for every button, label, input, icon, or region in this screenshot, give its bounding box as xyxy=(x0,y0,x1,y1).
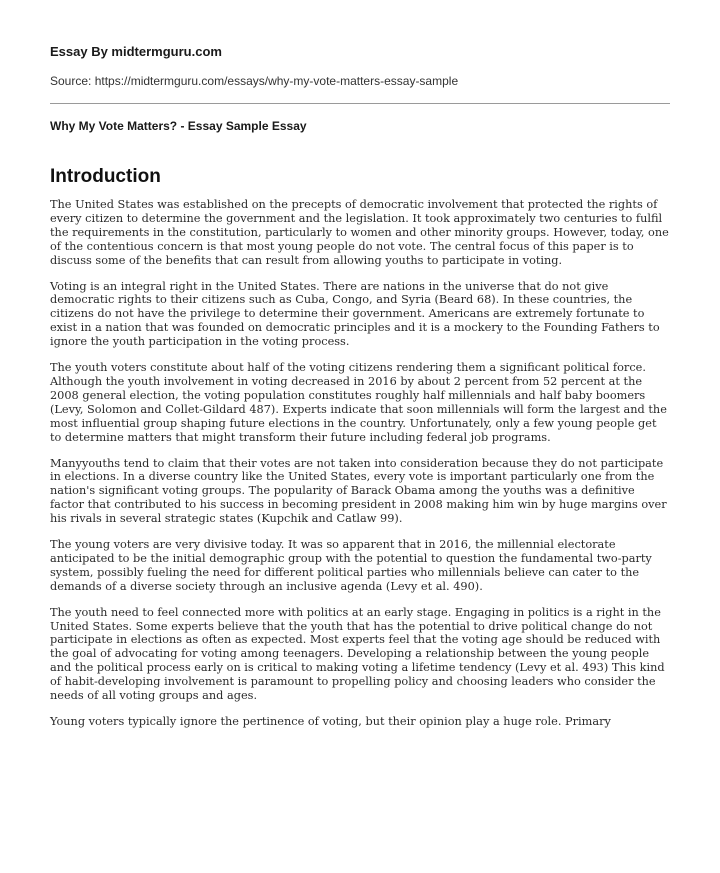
source-url[interactable]: Source: https://midtermguru.com/essays/why-my-vote-matters-essay-sample xyxy=(50,74,459,88)
header-divider xyxy=(50,103,670,104)
paragraph-7: Young voters typically ignore the pertinence of voting, but their opinion play a huge role. Primary xyxy=(50,715,611,728)
section-heading-introduction: Introduction xyxy=(50,166,161,187)
paragraph-6: The youth need to feel connected more with politics at an early stage. Engaging in politics is a right in the United States. Some experts believe that the youth that has the potential to drive political change do not participate in elections as often as expected. Most experts feel that the voting age should be reduced with the goal of advocating for voting among teenagers. Developing a relationship between the young people and the political process early on is critical to making voting a lifetime tendency (Levy et al. 493) This kind of habit-developing involvement is paramount to propelling policy and choosing leaders who consider the needs of all voting groups and ages. xyxy=(50,605,665,703)
site-header-title: Essay By midtermguru.com xyxy=(50,44,222,59)
essay-title: Why My Vote Matters? - Essay Sample Essay xyxy=(50,119,307,133)
paragraph-1: The United States was established on the precepts of democratic involvement that protected the rights of every citizen to determine the government and the legislation. It took approximately two centuries to fulfil the requirements in the constitution, particularly to women and other minority groups. However, today, one of the contentious concern is that most young people do not vote. The central focus of this paper is to discuss some of the benefits that can result from allowing youths to participate in voting. xyxy=(50,198,669,267)
paragraph-3: The youth voters constitute about half of the voting citizens rendering them a significant political force. Although the youth involvement in voting decreased in 2016 by about 2 percent from 52 percent at the 2008 general election, the voting population constitutes roughly half millennials and half baby boomers (Levy, Solomon and Collet-Gildard 487). Experts indicate that soon millennials will form the largest and the most influential group shaping future elections in the country. Unfortunately, only a few young people get to determine matters that might transform their future including federal job programs. xyxy=(50,361,667,444)
paragraph-2: Voting is an integral right in the United States. There are nations in the universe that do not give democratic rights to their citizens such as Cuba, Congo, and Syria (Beard 68). In these countries, the citizens do not have the privilege to determine their government. Americans are extremely fortunate to exist in a nation that was founded on democratic principles and it is a mockery to the Founding Fathers to ignore the youth participation in the voting process. xyxy=(50,279,660,349)
paragraph-4: Manyyouths tend to claim that their votes are not taken into consideration because they do not participate in elections. In a diverse country like the United States, every vote is important particularly one from the nation's significant voting groups. The popularity of Barack Obama among the youths was a definitive factor that contributed to his success in becoming president in 2008 making him win by huge margins over his rivals in several strategic states (Kupchik and Catlaw 99). xyxy=(50,456,667,526)
paragraph-5: The young voters are very divisive today. It was so apparent that in 2016, the millennial electorate anticipated to be the initial demographic group with the potential to question the fundamental two-party system, possibly fueling the need for different political parties who millennials believe can cater to the demands of a diverse society through an inclusive agenda (Levy et al. 490). xyxy=(50,538,652,593)
